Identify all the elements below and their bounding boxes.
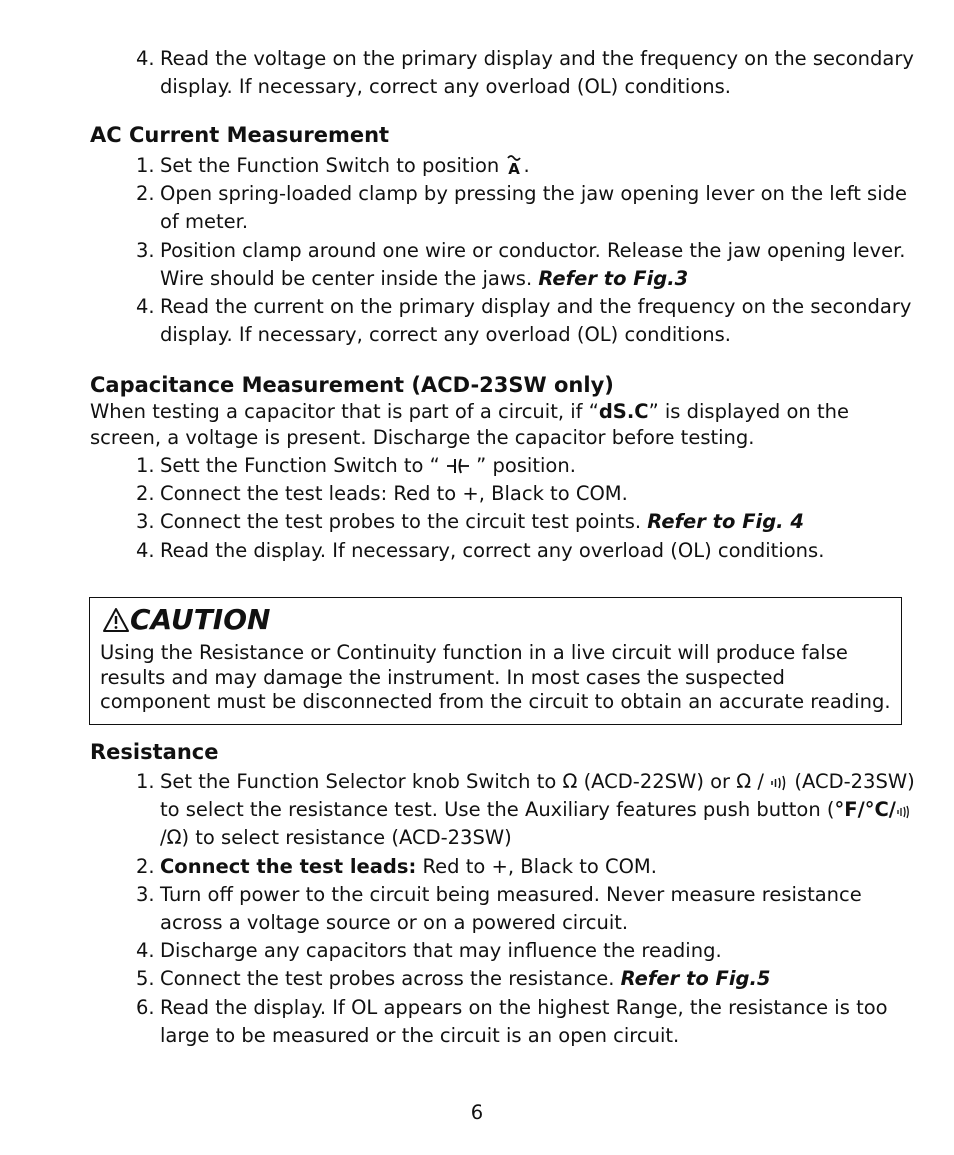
list-item	[136, 452, 916, 480]
step-text-end: .	[523, 154, 530, 177]
continuity-icon	[770, 775, 788, 791]
step-number: 4.	[136, 939, 155, 963]
step-text-part: Position clamp around one wire or conductor. Release the jaw opening lever. Wire should be center inside the jaws.	[160, 238, 906, 290]
list-item	[136, 480, 916, 508]
capacitance-heading: Capacitance Measurement (ACD-23SW only)	[90, 373, 614, 397]
step-text	[160, 237, 916, 293]
step-text-part: (ACD-22SW) or	[577, 770, 737, 793]
step-number: 4.	[136, 295, 155, 319]
step-text	[160, 152, 916, 180]
step-number: 3.	[136, 510, 155, 534]
list-item	[136, 237, 916, 293]
step-text: Read the display. If necessary, correct any overload (OL) conditions.	[160, 538, 825, 562]
step-text: Open spring-loaded clamp by pressing the jaw opening lever on the left side of meter.	[160, 182, 908, 234]
step-text-part: ” position.	[469, 454, 576, 477]
step-text: Read the voltage on the primary display and the frequency on the secondary display. If necessary, correct any overload (OL) conditions.	[160, 47, 914, 99]
step-text: Connect the test leads: Red to +, Black to COM.	[160, 482, 628, 506]
step-number: 3.	[136, 238, 155, 262]
step-text-part: Connect the test probes to the circuit test points.	[160, 510, 642, 534]
display-code: dS.C	[598, 400, 649, 423]
list-item	[136, 937, 916, 965]
figure-reference: Refer to Fig.3	[538, 266, 689, 290]
step-number: 3.	[136, 882, 155, 906]
step-text: Read the current on the primary display and the frequency on the secondary display. If necessary, correct any overload (OL) conditions.	[160, 295, 912, 347]
list-item	[136, 537, 916, 565]
capacitance-steps	[136, 452, 916, 565]
step-number: 2.	[136, 482, 155, 506]
resistance-steps	[136, 768, 916, 1050]
step-number: 6.	[136, 995, 155, 1019]
caution-title	[102, 600, 270, 640]
step-number: 2.	[136, 854, 155, 878]
list-item	[136, 768, 916, 853]
step-number: 2.	[136, 182, 155, 206]
caution-box	[89, 597, 902, 725]
step-text-part: Sett the Function Switch to “	[160, 454, 446, 477]
step-number: 1.	[136, 454, 155, 477]
list-item	[136, 994, 916, 1050]
step-text-bold: Connect the test leads:	[160, 854, 417, 878]
step-number: 5.	[136, 967, 155, 991]
ac-current-steps	[136, 152, 916, 349]
ac-amps-icon	[505, 153, 523, 175]
step-text-part: /Ω) to select resistance (ACD-23SW)	[160, 826, 512, 850]
list-item	[136, 881, 916, 937]
list-item	[136, 508, 916, 536]
step-text-bold: °F/°C/	[834, 798, 896, 822]
step-text: Read the display. If OL appears on the highest Range, the resistance is too large to be measured or the circuit is an open circuit.	[160, 995, 888, 1047]
warning-triangle-icon	[102, 607, 130, 633]
caution-title-text: CAUTION	[130, 603, 271, 636]
list-item	[136, 853, 916, 881]
page-number: 6	[470, 1101, 484, 1124]
voltage-step-list	[136, 45, 916, 101]
step-text-part: Set the Function Switch to position	[160, 154, 500, 177]
step-number: 1.	[136, 154, 155, 177]
intro-text: When testing a capacitor that is part of a circuit, if “	[90, 400, 599, 423]
ac-current-heading: AC Current Measurement	[90, 123, 390, 147]
step-text	[160, 452, 916, 480]
step-text: Discharge any capacitors that may influence the reading.	[160, 939, 722, 963]
step-text-part: Connect the test probes across the resistance.	[160, 967, 615, 991]
step-text	[160, 965, 916, 993]
step-text	[160, 508, 916, 536]
list-item	[136, 293, 916, 349]
step-text-part: /	[751, 770, 771, 793]
list-item	[136, 180, 916, 236]
caution-body: Using the Resistance or Continuity function in a live circuit will produce false results and may damage the instrument. In most cases the suspected component must be disconnected from the circuit to obtain an accurate reading.	[100, 641, 891, 714]
ohm-symbol: Ω	[736, 770, 752, 793]
list-item	[136, 45, 916, 101]
step-text	[160, 768, 916, 853]
step-text-part: Set the Function Selector knob Switch to	[160, 770, 563, 793]
figure-reference: Refer to Fig.5	[620, 967, 771, 991]
figure-reference: Refer to Fig. 4	[647, 510, 804, 534]
step-number: 4.	[136, 538, 155, 562]
step-number: 4.	[136, 47, 155, 70]
continuity-icon	[896, 805, 910, 819]
list-item	[136, 152, 916, 180]
intro-text: ” is displayed on the screen, a voltage is present. Discharge the capacitor before testing.	[90, 400, 849, 449]
step-text: Turn off power to the circuit being measured. Never measure resistance across a voltage source or on a powered circuit.	[160, 882, 862, 935]
step-text-part: Red to +, Black to COM.	[416, 854, 657, 878]
capacitor-icon	[446, 457, 470, 475]
resistance-heading: Resistance	[90, 740, 219, 764]
step-number: 1.	[136, 770, 155, 793]
list-item	[136, 965, 916, 993]
step-text	[160, 853, 916, 881]
ohm-symbol: Ω	[562, 770, 578, 793]
capacitance-intro	[90, 399, 890, 451]
step-text-part: (ACD-23SW) to select the resistance test. Use the Auxiliary features push button (	[160, 770, 915, 822]
svg-text:A: A	[508, 160, 521, 175]
